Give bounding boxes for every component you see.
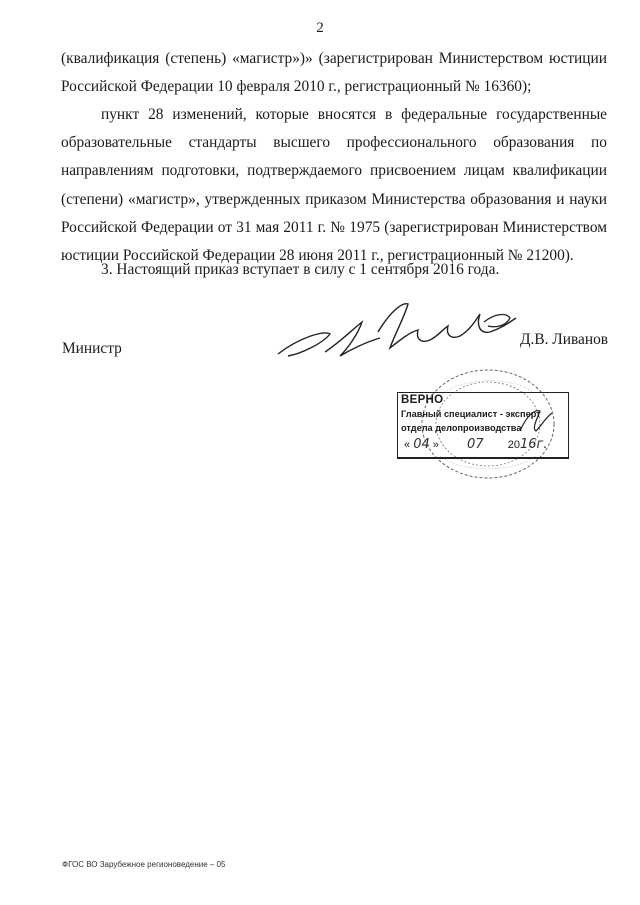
certification-department: отдела делопроизводства [401,423,522,433]
minister-title: Министр [62,340,122,357]
date-close-quote: » [432,439,439,451]
paragraph-2: пункт 28 изменений, которые вносятся в федеральные государственные образовательные стандарты высшего профессионального образования по направлениям подготовки, подтверждаемого присвоением лицам квалификации (степени) «магистр», утвержденных приказом Министерства образования и науки Российской Федерации от 31 мая 2011 г. № 1975 (зарегистрирован Министерством юстиции Российской Федерации 28 июня 2011 г., регистрационный № 21200). [61,106,607,265]
certification-verno: ВЕРНО [401,394,444,406]
footer-text: ФГОС ВО Зарубежное регионоведение – 05 [62,860,226,869]
date-open-quote: « [404,439,411,451]
certification-stamp-box [397,392,569,459]
certification-date [404,437,547,452]
minister-name: Д.В. Ливанов [520,331,609,348]
certification-position: Главный специалист - эксперт [401,409,541,419]
date-year-suffix: 16г. [519,437,548,452]
date-month: 07 [467,437,484,452]
handwritten-signature [270,292,530,372]
certifier-signature [516,403,556,439]
date-day: 04 [413,437,430,452]
page-number: 2 [316,20,324,36]
paragraph-3: 3. Настоящий приказ вступает в силу с 1 сентября 2016 года. [101,261,500,278]
paragraph-1: (квалификация (степень) «магистр»)» (зарегистрирован Министерством юстиции Российской Федерации 10 февраля 2010 г., регистрационный № 16360); [61,50,607,96]
date-year-prefix: 20 [507,439,520,451]
